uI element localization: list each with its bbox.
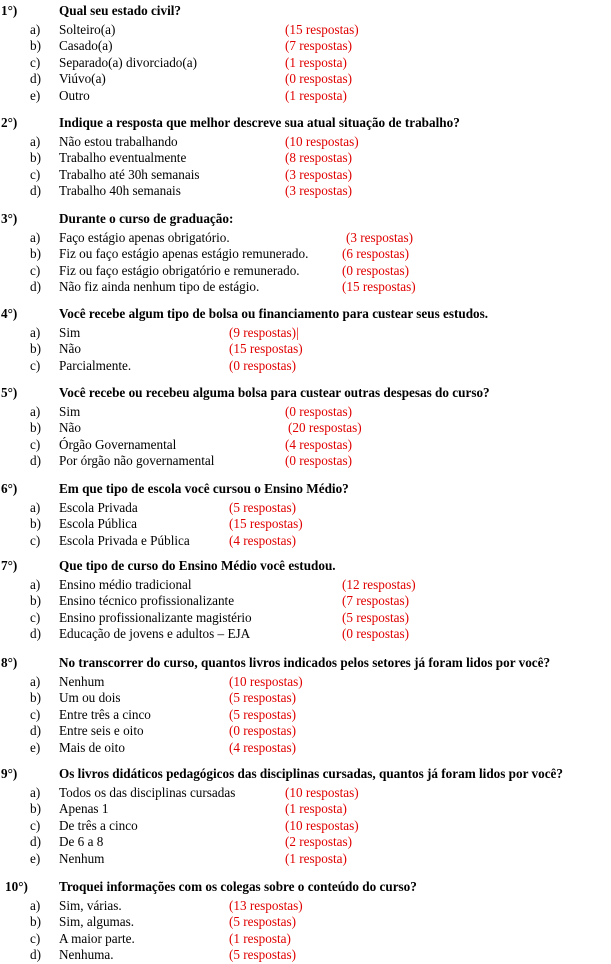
answer-option	[0, 404, 611, 421]
option-letter: d)	[30, 626, 41, 642]
question-text: No transcorrer do curso, quantos livros indicados pelos setores já foram lidos por você?	[59, 655, 551, 670]
option-text: Apenas 1	[59, 801, 109, 817]
response-count: (9 respostas)|	[229, 324, 299, 340]
response-count: (0 respostas)	[342, 262, 410, 278]
option-text: Escola Privada	[59, 499, 138, 515]
option-letter: b)	[30, 246, 41, 262]
response-count: (0 respostas)	[285, 453, 353, 469]
option-text: Casado(a)	[59, 38, 113, 54]
answer-option	[0, 88, 611, 105]
option-letter: a)	[30, 576, 41, 592]
response-count: (0 respostas)	[342, 626, 410, 642]
option-text: Nenhum	[59, 850, 105, 866]
answer-option	[0, 593, 611, 610]
answer-option	[0, 898, 611, 915]
option-text: Parcialmente.	[59, 357, 132, 373]
response-count: (10 respostas)	[285, 817, 359, 833]
answer-option	[0, 626, 611, 643]
option-text: Por órgão não governamental	[59, 453, 215, 469]
option-letter: b)	[30, 516, 41, 532]
option-letter: c)	[30, 166, 41, 182]
answer-option	[0, 801, 611, 818]
option-letter: b)	[30, 914, 41, 930]
option-letter: b)	[30, 38, 41, 54]
option-letter: b)	[30, 690, 41, 706]
option-text: Nenhuma.	[59, 947, 114, 963]
answer-option	[0, 785, 611, 802]
question-number: 4°)	[1, 306, 18, 321]
option-text: Não estou trabalhando	[59, 133, 178, 149]
option-letter: b)	[30, 593, 41, 609]
option-text: Um ou dois	[59, 690, 121, 706]
option-text: Trabalho 40h semanais	[59, 183, 181, 199]
answer-option	[0, 500, 611, 517]
response-count: (5 respostas)	[229, 706, 297, 722]
option-text: Separado(a) divorciado(a)	[59, 54, 198, 70]
response-count: (10 respostas)	[285, 784, 359, 800]
option-letter: c)	[30, 262, 41, 278]
question-number: 9°)	[1, 766, 18, 781]
option-text: Educação de jovens e adultos – EJA	[59, 626, 251, 642]
option-text: Trabalho até 30h semanais	[59, 166, 200, 182]
option-text: Viúvo(a)	[59, 71, 106, 87]
answer-option	[0, 183, 611, 200]
option-letter: d)	[30, 453, 41, 469]
option-letter: b)	[30, 420, 41, 436]
answer-option	[0, 533, 611, 550]
question-text: Que tipo de curso do Ensino Médio você estudou.	[59, 558, 336, 573]
question-text: Durante o curso de graduação:	[59, 211, 234, 226]
option-text: Ensino médio tradicional	[59, 576, 192, 592]
option-text: Faço estágio apenas obrigatório.	[59, 229, 230, 245]
question-number: 2°)	[1, 115, 18, 130]
question-text: Troquei informações com os colegas sobre o conteúdo do curso?	[59, 879, 417, 894]
answer-option	[0, 246, 611, 263]
response-count: (8 respostas)	[285, 150, 353, 166]
answer-option	[0, 22, 611, 39]
option-text: Solteiro(a)	[59, 21, 116, 37]
option-letter: c)	[30, 609, 41, 625]
question-text: Em que tipo de escola você cursou o Ensino Médio?	[59, 481, 349, 496]
option-text: Entre três a cinco	[59, 706, 151, 722]
response-count: (10 respostas)	[285, 133, 359, 149]
question-number: 1°)	[1, 3, 18, 18]
option-text: Sim	[59, 324, 81, 340]
option-letter: c)	[30, 532, 41, 548]
option-text: Trabalho eventualmente	[59, 150, 187, 166]
answer-option	[0, 55, 611, 72]
option-letter: e)	[30, 739, 41, 755]
option-letter: c)	[30, 930, 41, 946]
option-letter: e)	[30, 87, 41, 103]
answer-option	[0, 279, 611, 296]
option-letter: a)	[30, 673, 41, 689]
response-count: (4 respostas)	[229, 739, 297, 755]
option-text: Órgão Governamental	[59, 436, 177, 452]
option-letter: a)	[30, 499, 41, 515]
answer-option	[0, 453, 611, 470]
answer-option	[0, 834, 611, 851]
response-count: (5 respostas)	[229, 690, 297, 706]
response-count: (0 respostas)	[229, 723, 297, 739]
option-text: Sim, algumas.	[59, 914, 135, 930]
answer-option	[0, 38, 611, 55]
answer-option	[0, 674, 611, 691]
answer-option	[0, 150, 611, 167]
answer-option	[0, 740, 611, 757]
option-letter: d)	[30, 834, 41, 850]
answer-option	[0, 325, 611, 342]
response-count: (15 respostas)	[342, 279, 416, 295]
response-count: (15 respostas)	[229, 516, 303, 532]
response-count: (1 resposta)	[285, 850, 347, 866]
response-count: (5 respostas)	[229, 947, 297, 963]
option-letter: a)	[30, 229, 41, 245]
response-count: (7 respostas)	[285, 38, 353, 54]
response-count: (7 respostas)	[342, 593, 410, 609]
response-count: (3 respostas)	[346, 229, 414, 245]
response-count: (5 respostas)	[229, 914, 297, 930]
answer-option	[0, 818, 611, 835]
option-text: Não fiz ainda nenhum tipo de estágio.	[59, 279, 260, 295]
option-letter: d)	[30, 183, 41, 199]
option-text: Ensino profissionalizante magistério	[59, 609, 252, 625]
response-count: (20 respostas)	[288, 420, 362, 436]
option-text: De 6 a 8	[59, 834, 104, 850]
answer-option	[0, 420, 611, 437]
response-count: (4 respostas)	[285, 436, 353, 452]
answer-option	[0, 263, 611, 280]
response-count: (15 respostas)	[229, 341, 303, 357]
option-letter: a)	[30, 784, 41, 800]
option-letter: c)	[30, 357, 41, 373]
option-letter: d)	[30, 71, 41, 87]
question-number: 10°)	[5, 879, 28, 894]
option-text: Nenhum	[59, 673, 105, 689]
option-letter: b)	[30, 801, 41, 817]
response-count: (15 respostas)	[285, 21, 359, 37]
option-letter: c)	[30, 436, 41, 452]
answer-option	[0, 707, 611, 724]
answer-option	[0, 358, 611, 375]
response-count: (5 respostas)	[342, 609, 410, 625]
answer-option	[0, 914, 611, 931]
answer-option	[0, 134, 611, 151]
option-text: Mais de oito	[59, 739, 125, 755]
option-text: Fiz ou faço estágio obrigatório e remunerado.	[59, 262, 300, 278]
question-text: Qual seu estado civil?	[59, 3, 181, 18]
option-letter: b)	[30, 150, 41, 166]
option-letter: a)	[30, 324, 41, 340]
response-count: (1 resposta)	[285, 87, 347, 103]
question-number: 3°)	[1, 211, 18, 226]
answer-option	[0, 851, 611, 868]
option-letter: e)	[30, 850, 41, 866]
option-letter: a)	[30, 403, 41, 419]
response-count: (5 respostas)	[229, 499, 297, 515]
option-text: Não	[59, 341, 81, 357]
response-count: (0 respostas)	[229, 357, 297, 373]
option-text: Escola Privada e Pública	[59, 532, 190, 548]
answer-option	[0, 610, 611, 627]
answer-option	[0, 516, 611, 533]
response-count: (4 respostas)	[229, 532, 297, 548]
option-text: Ensino técnico profissionalizante	[59, 593, 235, 609]
response-count: (1 resposta)	[229, 930, 291, 946]
answer-option	[0, 947, 611, 964]
answer-option	[0, 71, 611, 88]
answer-option	[0, 167, 611, 184]
option-text: Não	[59, 420, 81, 436]
question-text: Você recebe ou recebeu alguma bolsa para custear outras despesas do curso?	[59, 385, 490, 400]
option-letter: b)	[30, 341, 41, 357]
answer-option	[0, 577, 611, 594]
option-text: Sim, várias.	[59, 897, 122, 913]
response-count: (1 resposta)	[285, 54, 347, 70]
option-text: A maior parte.	[59, 930, 135, 946]
response-count: (10 respostas)	[229, 673, 303, 689]
option-letter: d)	[30, 947, 41, 963]
response-count: (3 respostas)	[285, 183, 353, 199]
question-number: 7°)	[1, 558, 18, 573]
question-text: Indique a resposta que melhor descreve sua atual situação de trabalho?	[59, 115, 460, 130]
response-count: (13 respostas)	[229, 897, 303, 913]
response-count: (2 respostas)	[285, 834, 353, 850]
option-text: Todos os das disciplinas cursadas	[59, 784, 236, 800]
option-text: De três a cinco	[59, 817, 138, 833]
response-count: (0 respostas)	[285, 403, 353, 419]
answer-option	[0, 723, 611, 740]
question-number: 6°)	[1, 481, 18, 496]
response-count: (3 respostas)	[285, 166, 353, 182]
option-letter: c)	[30, 54, 41, 70]
response-count: (12 respostas)	[342, 576, 416, 592]
option-letter: a)	[30, 21, 41, 37]
response-count: (0 respostas)	[285, 71, 353, 87]
answer-option	[0, 690, 611, 707]
response-count: (1 resposta)	[285, 801, 347, 817]
option-text: Entre seis e oito	[59, 723, 144, 739]
option-letter: c)	[30, 817, 41, 833]
option-text: Escola Pública	[59, 516, 138, 532]
option-letter: c)	[30, 706, 41, 722]
option-letter: a)	[30, 897, 41, 913]
question-text: Você recebe algum tipo de bolsa ou financiamento para custear seus estudos.	[59, 306, 489, 321]
option-text: Outro	[59, 87, 90, 103]
response-count: (6 respostas)	[342, 246, 410, 262]
option-letter: d)	[30, 279, 41, 295]
question-number: 8°)	[1, 655, 18, 670]
option-letter: d)	[30, 723, 41, 739]
option-text: Sim	[59, 403, 81, 419]
option-text: Fiz ou faço estágio apenas estágio remunerado.	[59, 246, 309, 262]
answer-option	[0, 341, 611, 358]
option-letter: a)	[30, 133, 41, 149]
question-text: Os livros didáticos pedagógicos das disciplinas cursadas, quantos já foram lidos por você?	[59, 766, 564, 781]
answer-option	[0, 437, 611, 454]
answer-option	[0, 931, 611, 948]
question-number: 5°)	[1, 385, 18, 400]
answer-option	[0, 230, 611, 247]
